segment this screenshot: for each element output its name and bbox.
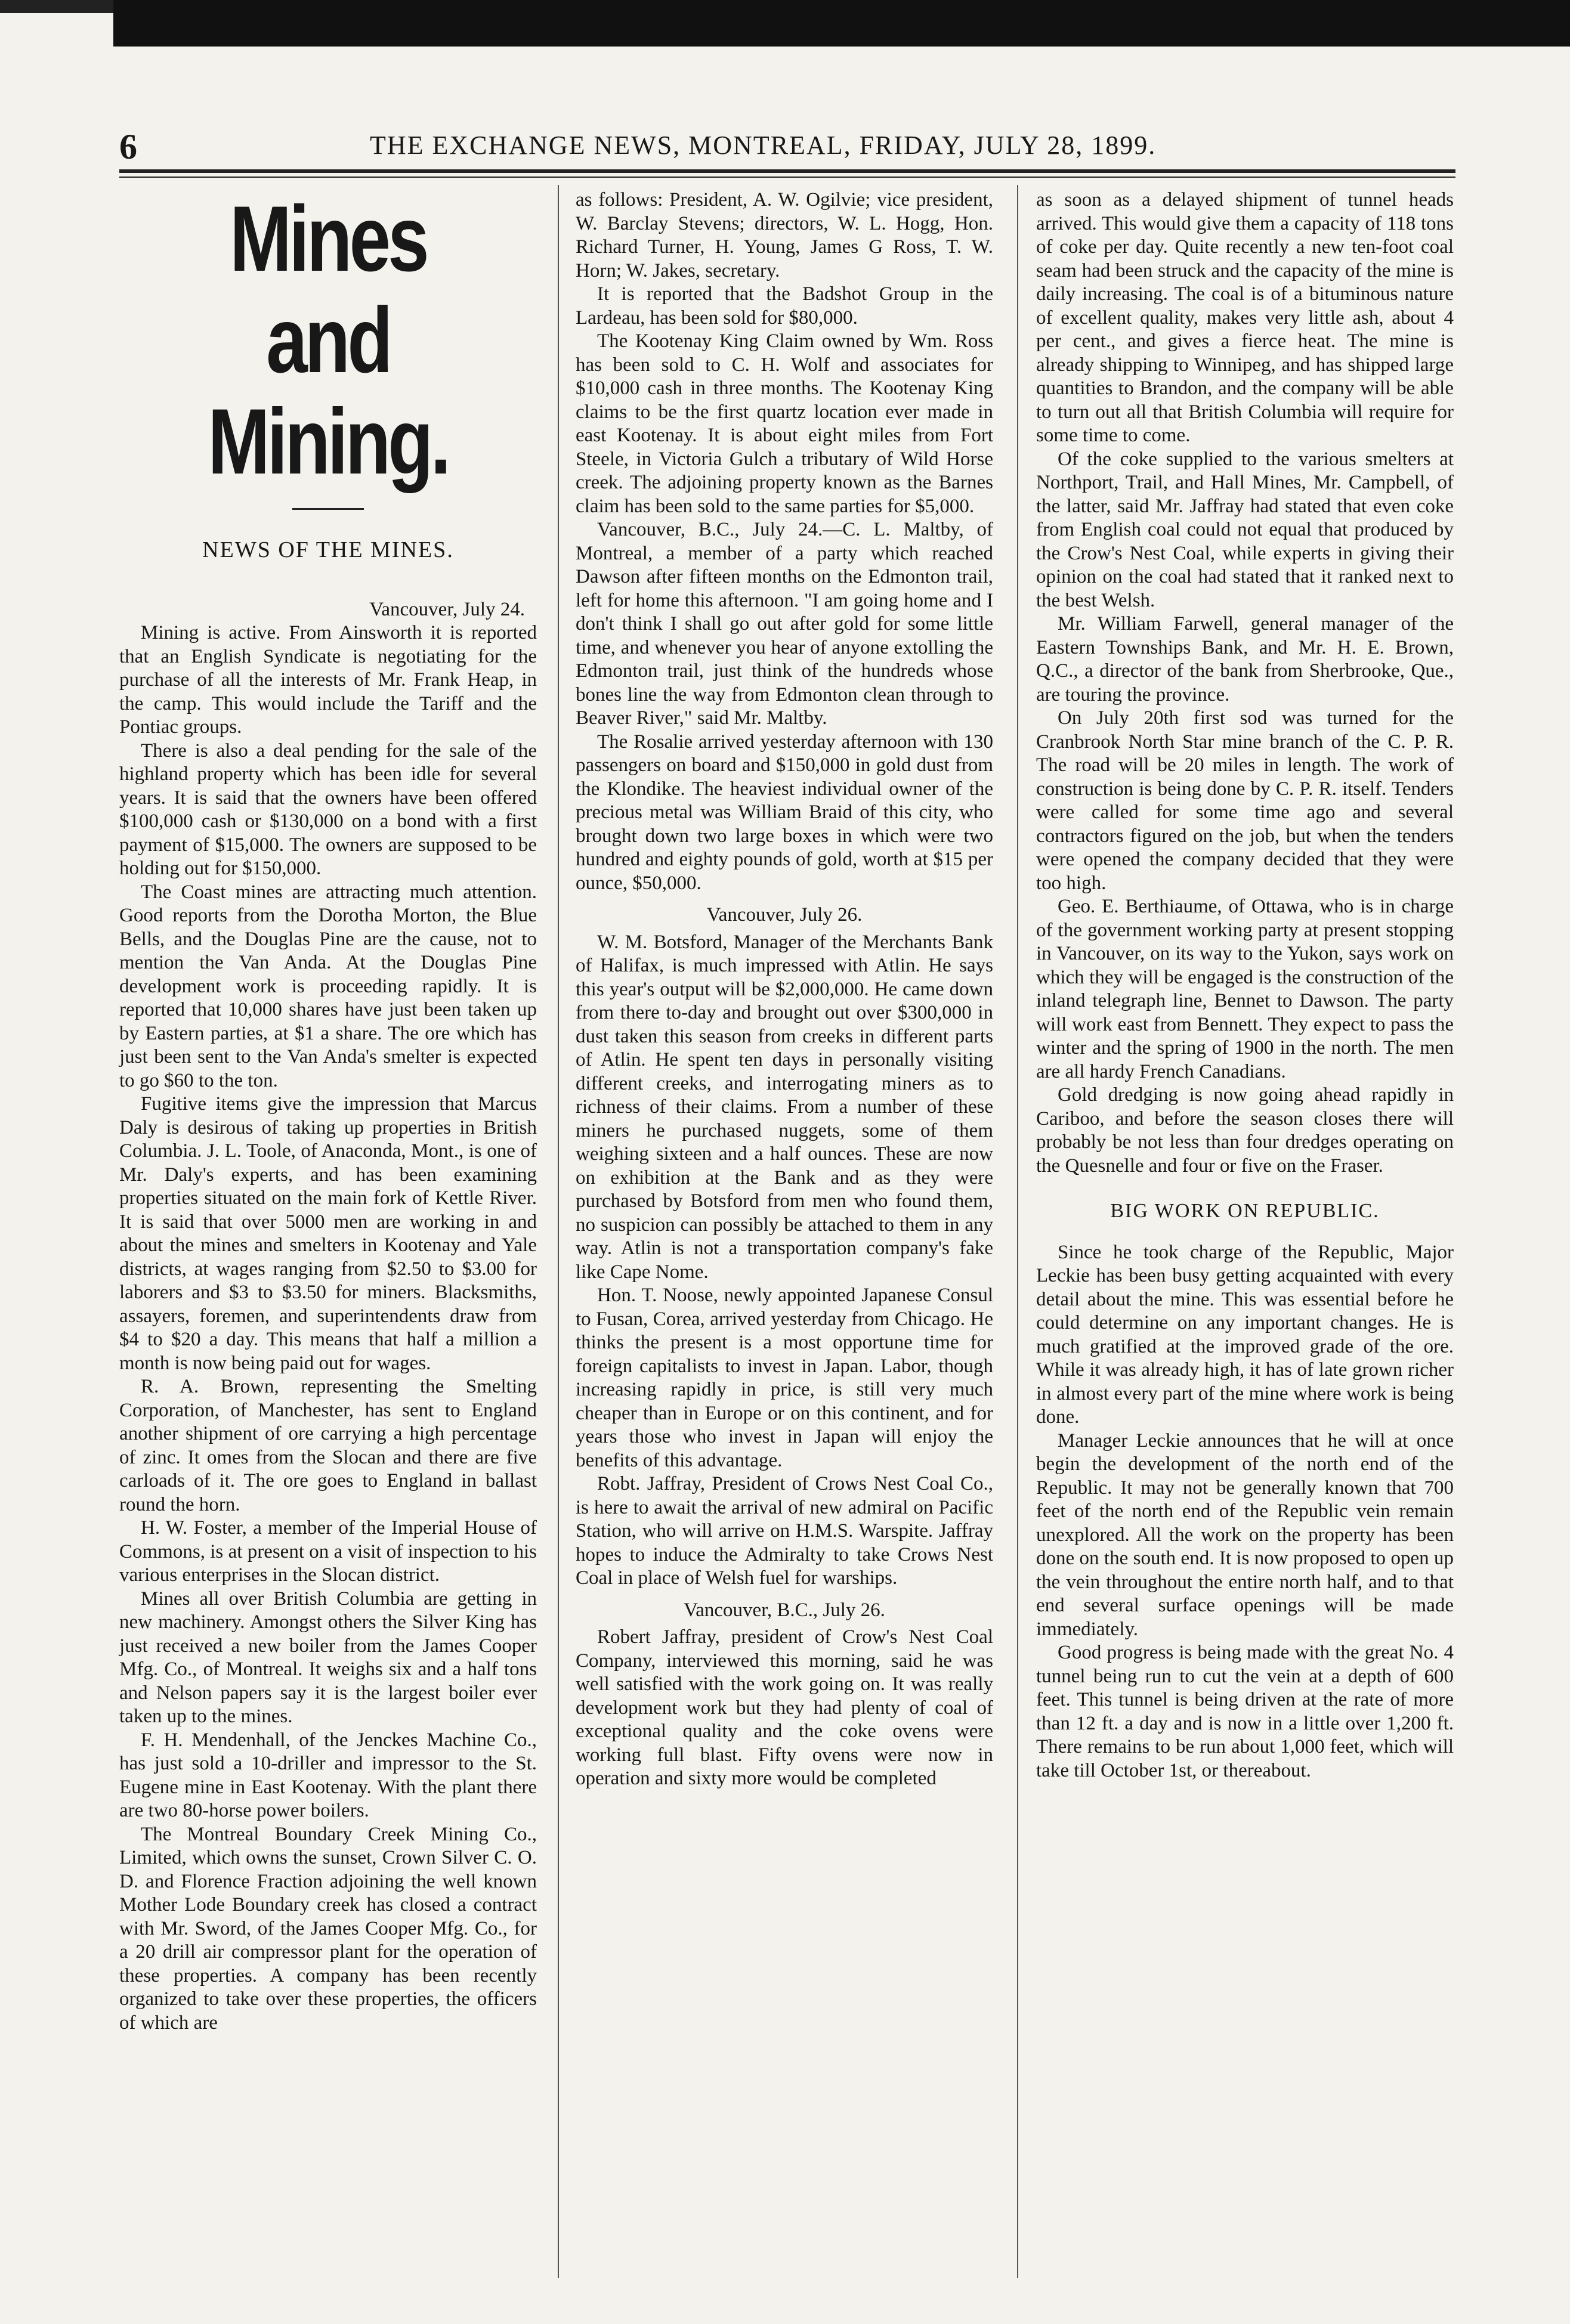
paragraph: Geo. E. Berthiaume, of Ottawa, who is in charge of the government working party at present stopping in Vancouver, on its way to the Yukon, says work on which they will be engaged is the construction of the inland telegraph line, Bennet to Dawson. The party will work east from Bennett. They expect to pass the winter and the spring of 1900 in the north. The men are all hardy French Canadians. xyxy=(1036,896,1454,1082)
paragraph: Since he took charge of the Republic, Major Leckie has been busy getting acquainted with every detail about the mine. This was essential before he could determine on any important changes. He is much gratified at the improved grade of the ore. While it was already high, it has of late grown richer in almost every part of the mine where work is being done. xyxy=(1036,1241,1454,1428)
paragraph: Hon. T. Noose, newly appointed Japanese Consul to Fusan, Corea, arrived yesterday from Chicago. He thinks the present is a most opportune time for foreign capitalists to invest in Japan. Labor, though increasing rapidly in price, is still very much cheaper than in Europe or on this continent, and for years those who invest in Japan will enjoy the benefits of this advantage. xyxy=(576,1285,993,1471)
page-number: 6 xyxy=(119,127,137,166)
header-rule-thin xyxy=(119,177,1455,178)
paragraph: On July 20th first sod was turned for the Cranbrook North Star mine branch of the C. P. R. The road will be 20 miles in length. The work of construction is being done by C. P. R. itself. Tenders were called for some time ago and several contractors figured on the job, but when the tenders were opened the company decided that they were too high. xyxy=(1036,707,1454,894)
article-subhead: BIG WORK ON REPUBLIC. xyxy=(1110,1200,1380,1222)
paragraph: Mr. William Farwell, general manager of the Eastern Townships Bank, and Mr. H. E. Brown, Q.C., a director of the bank from Sherbrooke, Que., are touring the province. xyxy=(1036,613,1454,705)
paragraph: Robt. Jaffray, President of Crows Nest Coal Co., is here to await the arrival of new admiral on Pacific Station, who will arrive on H.M.S. Warspite. Jaffray hopes to induce the Admiralty to take Crows Nest Coal in place of Welsh fuel for warships. xyxy=(576,1473,993,1589)
paragraph: Of the coke supplied to the various smelters at Northport, Trail, and Hall Mines, Mr. Campbell, of the latter, said Mr. Jaffray had stated that even coke from English coal could not equal that produced by the Crow's Nest Coal, while experts in giving their opinion on the coal had stated that it ranked next to the best Welsh. xyxy=(1036,448,1454,611)
column-2 xyxy=(576,188,993,1791)
paragraph: The Rosalie arrived yesterday afternoon with 130 passengers on board and $150,000 in gold dust from the Klondike. The heaviest individual owner of the precious metal was William Braid of this city, who brought down two large boxes in which were two hundred and eighty pounds of gold, worth at $15 per ounce, $50,000. xyxy=(576,731,993,894)
paragraph: There is also a deal pending for the sale of the highland property which has been idle for several years. It is said that the owners have been offered $100,000 cash or $130,000 on a bond with a first payment of $15,000. The owners are supposed to be holding out for $150,000. xyxy=(119,739,537,879)
paragraph: Gold dredging is now going ahead rapidly in Cariboo, and before the season closes there will probably be not less than four dredges operating on the Quesnelle and four or five on the Fraser. xyxy=(1036,1084,1454,1177)
paragraph: H. W. Foster, a member of the Imperial House of Commons, is at present on a visit of inspection to his various enterprises in the Slocan district. xyxy=(119,1517,537,1586)
dateline: Vancouver, July 24. xyxy=(369,598,525,620)
dateline: Vancouver, B.C., July 26. xyxy=(684,1599,885,1621)
paragraph: The Montreal Boundary Creek Mining Co., Limited, which owns the sunset, Crown Silver C. O. D. and Florence Fraction adjoining the well known Mother Lode Boundary creek has closed a contract with Mr. Sword, of the James Cooper Mfg. Co., for a 20 drill air compressor plant for the operation of these properties. A company has been recently organized to take over these properties, the officers of which are xyxy=(119,1823,537,2034)
paragraph: Mining is active. From Ainsworth it is reported that an English Syndicate is negotiating for the purchase of all the interests of Mr. Frank Heap, in the camp. This would include the Tariff and the Pontiac groups. xyxy=(119,622,537,738)
paragraph: Vancouver, B.C., July 24.—C. L. Maltby, of Montreal, a member of a party which reached Dawson after fifteen months on the Edmonton trail, left for home this afternoon. "I am going home and I don't think I shall go out after gold for some little time, and whenever you hear of anyone extolling the Edmonton trail, just think of the hundreds whose bones line the way from Edmonton clean through to Beaver River," said Mr. Maltby. xyxy=(576,519,993,729)
paragraph: W. M. Botsford, Manager of the Merchants Bank of Halifax, is much impressed with Atlin. He says this year's output will be $2,000,000. He came down from there to-day and brought out over $300,000 in dust taken this season from creeks in different parts of Atlin. He spent ten days in personally visiting different creeks, and interrogating miners as to richness of their claims. From a number of these miners he purchased nuggets, some of them weighing sixteen and a half ounces. These are now on exhibition at the Bank and as they were purchased by Botsford from men who found them, no suspicion can possibly be attached to them in any way. Atlin is not a transportation company's fake like Cape Nome. xyxy=(576,931,993,1283)
article-body xyxy=(119,621,537,2035)
paragraph: Robert Jaffray, president of Crow's Nest Coal Company, interviewed this morning, said he was well satisfied with the work going on. It was really development work but they had plenty of coal of exceptional quality and the coke ovens were working full blast. Fifty ovens were now in operation and sixty more would be completed xyxy=(576,1626,993,1789)
title-rule xyxy=(292,508,364,510)
paragraph: The Kootenay King Claim owned by Wm. Ross has been sold to C. H. Wolf and associates for $10,000 cash in three months. The Kootenay King claims to be the first quartz location ever made in east Kootenay. It is about eight miles from Fort Steele, in Victoria Gulch a tributary of Wild Horse creek. The adjoining property known as the Barnes claim has been sold to the same parties for $5,000. xyxy=(576,330,993,517)
paragraph: It is reported that the Badshot Group in the Lardeau, has been sold for $80,000. xyxy=(576,283,993,329)
dateline: Vancouver, July 26. xyxy=(706,904,863,926)
column-divider-2 xyxy=(1017,185,1018,2278)
paragraph: R. A. Brown, representing the Smelting Corporation, of Manchester, has sent to England another shipment of ore carrying a high percentage of zinc. It omes from the Slocan and there are five carloads of it. The ore goes to England in ballast round the horn. xyxy=(119,1376,537,1515)
section-subhead: NEWS OF THE MINES. xyxy=(202,537,454,562)
scan-edge-mark xyxy=(0,0,113,13)
paragraph: as soon as a delayed shipment of tunnel heads arrived. This would give them a capacity of 118 tons of coke per day. Quite recently a new ten-foot coal seam had been struck and the capacity of the mine is daily increasing. The coal is of a bituminous nature of excellent quality, makes very little ash, about 4 per cent., and gives a fierce heat. The mine is already shipping to Winnipeg, and has shipped large quantities to Brandon, and the company will be able to turn out all that British Columbia will require for some time to come. xyxy=(1036,189,1454,446)
section-title: Mines and Mining. xyxy=(208,187,449,494)
paragraph: The Coast mines are attracting much attention. Good reports from the Dorotha Morton, the Blue Bells, and the Douglas Pine are the cause, not to mention the Van Anda. At the Douglas Pine development work is proceeding rapidly. It is reported that 10,000 shares have just been taken up by Eastern parties, at $1 a share. The ore which has just been sent to the Van Anda's smelter is expected to go $60 to the ton. xyxy=(119,881,537,1091)
column-1 xyxy=(119,188,537,2035)
paragraph: Fugitive items give the impression that Marcus Daly is desirous of taking up properties in British Columbia. J. L. Toole, of Anaconda, Mont., is one of Mr. Daly's experts, and has been examining properties situated on the main fork of Kettle River. It is said that over 5000 men are working in and about the mines and smelters in Kootenay and Yale districts, at wages ranging from $2.50 to $3.00 for laborers and $3 to $3.50 for miners. Blacksmiths, assayers, foremen, and superintendents draw from $4 to $20 a day. This means that half a million a month is now being paid out for wages. xyxy=(119,1093,537,1374)
page-header xyxy=(119,126,1444,168)
scan-edge-bar xyxy=(113,0,1570,47)
column-3 xyxy=(1036,188,1454,1783)
paragraph: Good progress is being made with the great No. 4 tunnel being run to cut the vein at a depth of 600 feet. This tunnel is being driven at the rate of more than 12 ft. a day and is now in a little over 1,200 ft. There remains to be run about 1,000 feet, which will take till October 1st, or thereabout. xyxy=(1036,1642,1454,1781)
masthead: THE EXCHANGE NEWS, MONTREAL, FRIDAY, JULY 28, 1899. xyxy=(370,131,1157,160)
header-rule-thick xyxy=(119,169,1455,173)
paragraph: F. H. Mendenhall, of the Jenckes Machine Co., has just sold a 10-driller and impressor to the St. Eugene mine in East Kootenay. With the plant there are two 80-horse power boilers. xyxy=(119,1729,537,1821)
paragraph: Manager Leckie announces that he will at once begin the development of the north end of the Republic. It may not be generally known that 700 feet of the north end of the Republic vein remain unexplored. All the work on the property has been done on the south end. It is now proposed to open up the vein throughout the entire north half, and to that end several surface openings will be made immediately. xyxy=(1036,1429,1454,1640)
column-divider-1 xyxy=(558,185,559,2278)
paragraph: as follows: President, A. W. Ogilvie; vice president, W. Barclay Stevens; directors, W. L. Hogg, Hon. Richard Turner, H. Young, James G Ross, T. W. Horn; W. Jakes, secretary. xyxy=(576,189,993,281)
paragraph: Mines all over British Columbia are getting in new machinery. Amongst others the Silver King has just received a new boiler from the James Cooper Mfg. Co., of Montreal. It weighs six and a half tons and Nelson papers say it is the largest boiler ever taken up to the mines. xyxy=(119,1588,537,1727)
